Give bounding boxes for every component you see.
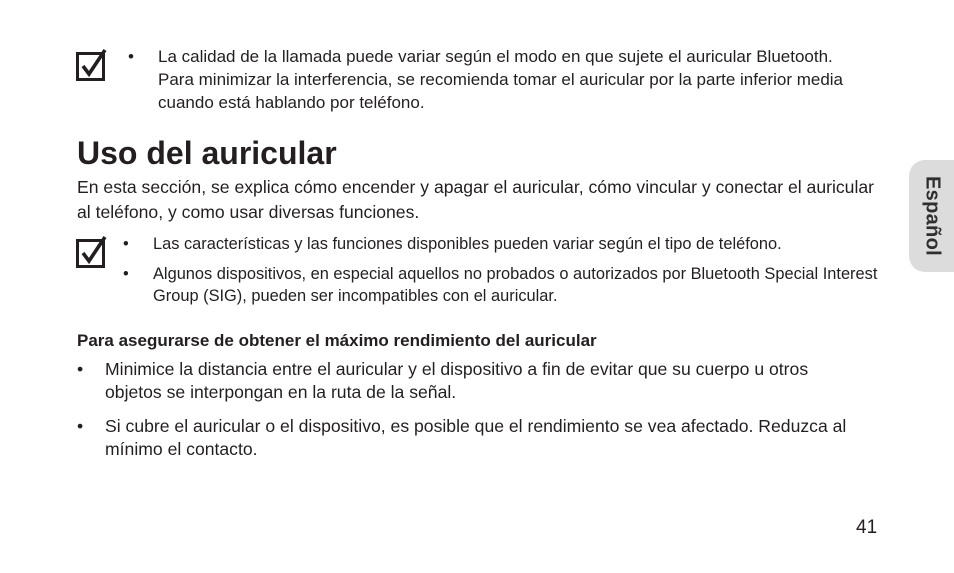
list-item-text: Si cubre el auricular o el dispositivo, es posible que el rendimiento se vea afectado. Reduzca al mínimo el contacto.	[105, 416, 847, 459]
section-title: Uso del auricular	[77, 135, 337, 171]
language-side-tab	[909, 160, 954, 272]
list-item-text: Minimice la distancia entre el auricular y el dispositivo a fin de evitar que su cuerpo u otros objetos se interpongan en la ruta de la señal.	[105, 359, 809, 402]
note-item	[123, 233, 883, 255]
subsection-heading: Para asegurarse de obtener el máximo rendimiento del auricular	[77, 331, 597, 350]
note-list-top	[128, 45, 868, 114]
bullet-point: •	[128, 47, 134, 66]
bullet-point: •	[123, 235, 129, 253]
note-text: Algunos dispositivos, en especial aquellos no probados o autorizados por Bluetooth Special Interest Group (SIG), pueden ser incompatibles con el auricular.	[153, 265, 878, 305]
bullet-point: •	[77, 359, 84, 379]
page-number: 41	[856, 517, 878, 538]
section-intro: En esta sección, se explica cómo encender y apagar el auricular, cómo vincular y conectar el auricular al teléfono, y como usar diversas funciones.	[77, 177, 875, 222]
bullet-point: •	[77, 416, 84, 436]
language-tab-label: Español	[921, 176, 943, 256]
note-text: La calidad de la llamada puede variar según el modo en que sujete el auricular Bluetooth. Para minimizar la interferencia, se recomienda tomar el auricular por la parte inferior media cuando está hablando por teléfono.	[158, 47, 844, 112]
list-item	[77, 358, 857, 404]
checkbox-note-icon	[76, 236, 108, 268]
note-list-section	[123, 233, 883, 315]
note-item	[128, 45, 868, 114]
list-item	[77, 415, 857, 461]
note-item	[123, 263, 883, 307]
checkbox-note-icon	[76, 49, 108, 81]
note-text: Las características y las funciones disponibles pueden variar según el tipo de teléfono.	[153, 235, 782, 253]
tips-list	[77, 358, 857, 472]
bullet-point: •	[123, 265, 129, 283]
